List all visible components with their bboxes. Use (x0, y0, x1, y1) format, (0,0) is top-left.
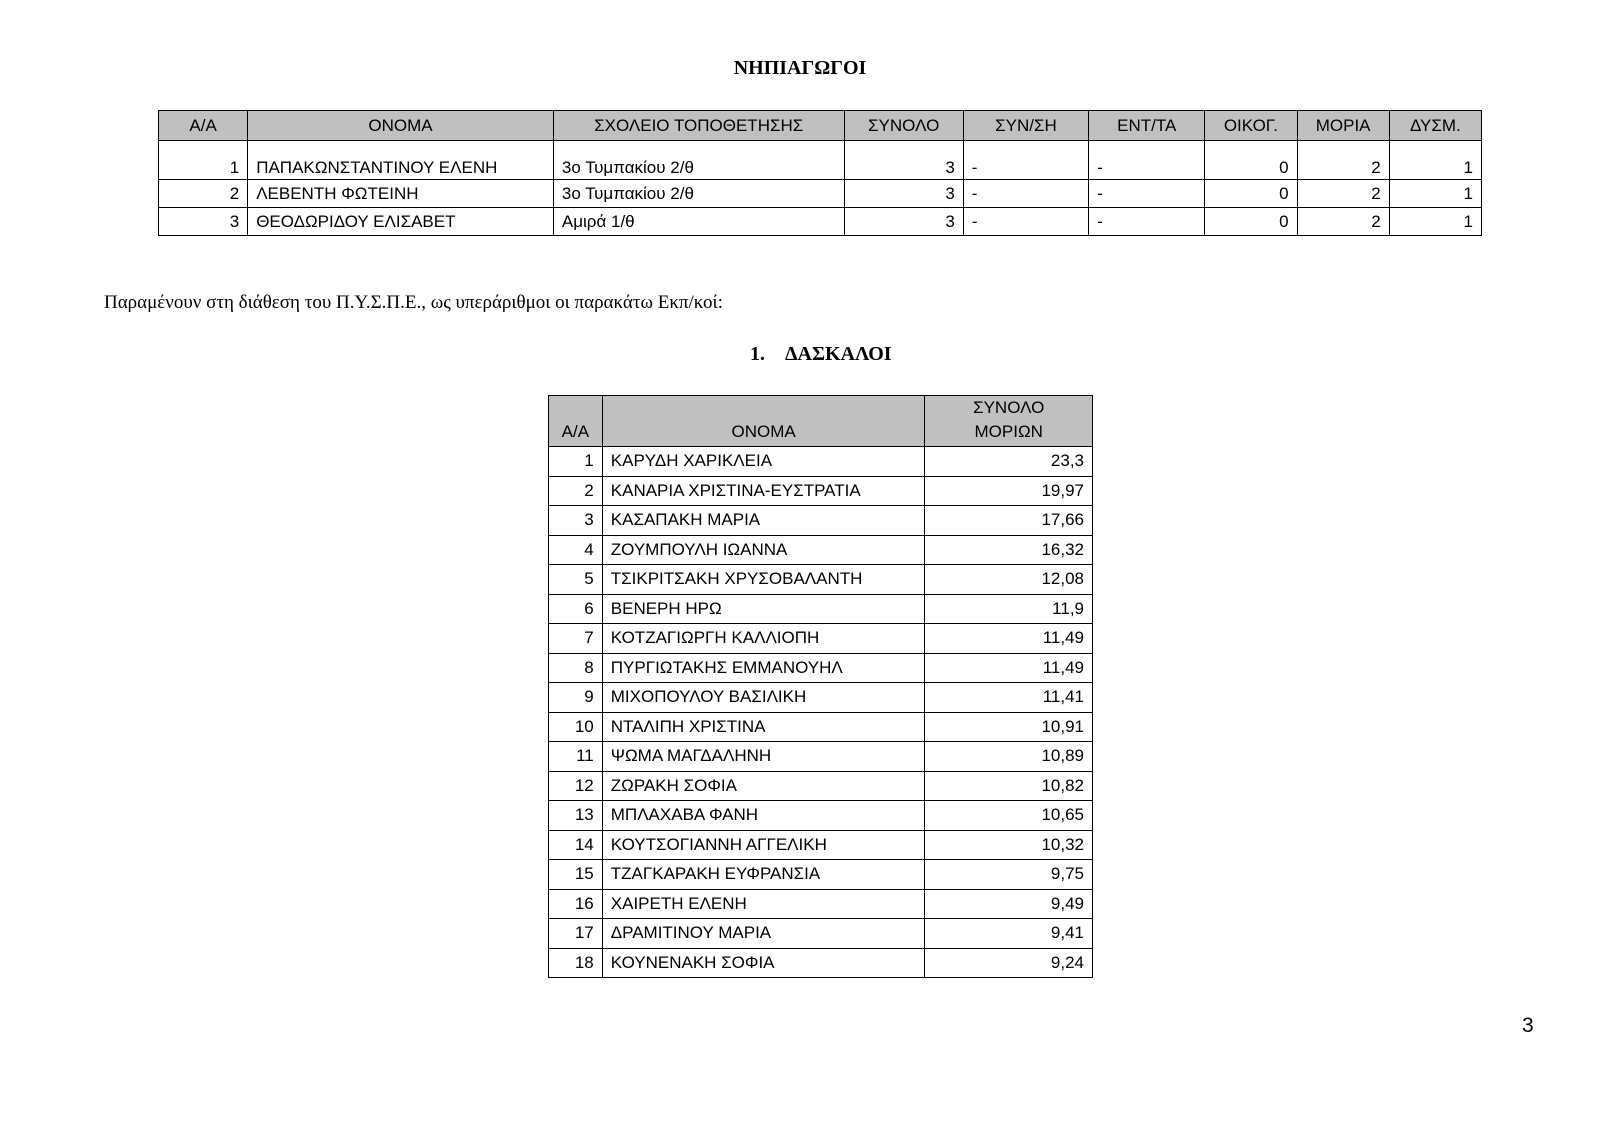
table-row (549, 653, 1093, 683)
header-syn: ΣΥΝ/ΣΗ (963, 111, 1088, 141)
cell-moria: 2 (1297, 208, 1389, 236)
table-header-row (549, 396, 1093, 447)
cell-oikog: 0 (1205, 141, 1297, 180)
cell-points: 16,32 (925, 535, 1093, 565)
cell-oikog: 0 (1205, 180, 1297, 208)
cell-total: 3 (844, 208, 963, 236)
cell-name: ΚΑΝΑΡΙΑ ΧΡΙΣΤΙΝΑ-ΕΥΣΤΡΑΤΙΑ (602, 476, 925, 506)
header-school: ΣΧΟΛΕΙΟ ΤΟΠΟΘΕΤΗΣΗΣ (553, 111, 844, 141)
cell-name: ΤΖΑΓΚΑΡΑΚΗ ΕΥΦΡΑΝΣΙΑ (602, 860, 925, 890)
cell-points: 12,08 (925, 565, 1093, 595)
cell-aa: 7 (549, 624, 603, 654)
cell-points: 10,32 (925, 830, 1093, 860)
cell-name: ΤΣΙΚΡΙΤΣΑΚΗ ΧΡΥΣΟΒΑΛΑΝΤΗ (602, 565, 925, 595)
table-row (549, 948, 1093, 978)
table-row (549, 565, 1093, 595)
cell-aa: 12 (549, 771, 603, 801)
cell-aa: 14 (549, 830, 603, 860)
cell-points: 17,66 (925, 506, 1093, 536)
cell-name: ΚΑΡΥΔΗ ΧΑΡΙΚΛΕΙΑ (602, 447, 925, 477)
cell-syn: - (963, 208, 1088, 236)
cell-points: 10,82 (925, 771, 1093, 801)
cell-name: ΚΟΥΝΕΝΑΚΗ ΣΟΦΙΑ (602, 948, 925, 978)
cell-aa: 2 (159, 180, 248, 208)
table-header-row (159, 111, 1482, 141)
cell-name: ΜΠΛΑΧΑΒΑ ΦΑΝΗ (602, 801, 925, 831)
table-row (549, 447, 1093, 477)
cell-ent: - (1089, 141, 1205, 180)
cell-moria: 2 (1297, 141, 1389, 180)
cell-aa: 9 (549, 683, 603, 713)
cell-dysm: 1 (1389, 208, 1481, 236)
cell-aa: 1 (159, 141, 248, 180)
cell-name: ΝΤΑΛΙΠΗ ΧΡΙΣΤΙΝΑ (602, 712, 925, 742)
cell-name: ΠΑΠΑΚΩΝΣΤΑΝΤΙΝΟΥ ΕΛΕΝΗ (248, 141, 554, 180)
header-name: ΟΝΟΜΑ (602, 396, 925, 447)
cell-points: 9,49 (925, 889, 1093, 919)
header-name: ΟΝΟΜΑ (248, 111, 554, 141)
table-row (549, 889, 1093, 919)
cell-dysm: 1 (1389, 141, 1481, 180)
table-row (549, 860, 1093, 890)
cell-name: ΛΕΒΕΝΤΗ ΦΩΤΕΙΝΗ (248, 180, 554, 208)
table-row (159, 141, 1482, 180)
surplus-paragraph: Παραμένουν στη διάθεση του Π.Υ.Σ.Π.Ε., ως υπεράριθμοι οι παρακάτω Εκπ/κοί: (104, 292, 723, 313)
cell-name: ΘΕΟΔΩΡΙΔΟΥ ΕΛΙΣΑΒΕΤ (248, 208, 554, 236)
cell-name: ΖΩΡΑΚΗ ΣΟΦΙΑ (602, 771, 925, 801)
table-row (549, 801, 1093, 831)
cell-syn: - (963, 180, 1088, 208)
cell-aa: 2 (549, 476, 603, 506)
cell-points: 10,89 (925, 742, 1093, 772)
header-dysm: ΔΥΣΜ. (1389, 111, 1481, 141)
section-title-text: ΔΑΣΚΑΛΟΙ (785, 343, 892, 365)
cell-name: ΧΑΙΡΕΤΗ ΕΛΕΝΗ (602, 889, 925, 919)
cell-dysm: 1 (1389, 180, 1481, 208)
section-title-teachers (750, 343, 892, 366)
cell-points: 11,9 (925, 594, 1093, 624)
section-number: 1. (750, 343, 765, 365)
table-row (549, 476, 1093, 506)
table-row (549, 506, 1093, 536)
header-moria: ΜΟΡΙΑ (1297, 111, 1389, 141)
cell-aa: 8 (549, 653, 603, 683)
cell-total: 3 (844, 180, 963, 208)
table-row (549, 712, 1093, 742)
table-row (549, 535, 1093, 565)
header-ent: ΕΝΤ/ΤΑ (1089, 111, 1205, 141)
cell-points: 10,91 (925, 712, 1093, 742)
cell-ent: - (1089, 208, 1205, 236)
cell-aa: 11 (549, 742, 603, 772)
cell-aa: 18 (549, 948, 603, 978)
table-row (549, 919, 1093, 949)
cell-aa: 6 (549, 594, 603, 624)
header-aa: Α/Α (549, 396, 603, 447)
table-row (549, 624, 1093, 654)
table-row (549, 771, 1093, 801)
table-row (549, 742, 1093, 772)
cell-points: 11,49 (925, 624, 1093, 654)
teachers-table (548, 395, 1093, 978)
cell-points: 9,41 (925, 919, 1093, 949)
page-number: 3 (1522, 1014, 1534, 1037)
section-title-kindergarten: ΝΗΠΙΑΓΩΓΟΙ (733, 57, 867, 79)
cell-aa: 5 (549, 565, 603, 595)
cell-total: 3 (844, 141, 963, 180)
cell-aa: 17 (549, 919, 603, 949)
cell-syn: - (963, 141, 1088, 180)
cell-points: 19,97 (925, 476, 1093, 506)
cell-points: 23,3 (925, 447, 1093, 477)
cell-name: ΚΑΣΑΠΑΚΗ ΜΑΡΙΑ (602, 506, 925, 536)
cell-name: ΚΟΤΖΑΓΙΩΡΓΗ ΚΑΛΛΙΟΠΗ (602, 624, 925, 654)
cell-aa: 4 (549, 535, 603, 565)
cell-name: ΠΥΡΓΙΩΤΑΚΗΣ ΕΜΜΑΝΟΥΗΛ (602, 653, 925, 683)
cell-school: Αμιρά 1/θ (553, 208, 844, 236)
cell-points: 11,49 (925, 653, 1093, 683)
cell-points: 9,24 (925, 948, 1093, 978)
cell-name: ΖΟΥΜΠΟΥΛΗ ΙΩΑΝΝΑ (602, 535, 925, 565)
cell-oikog: 0 (1205, 208, 1297, 236)
header-total: ΣΥΝΟΛΟ (844, 111, 963, 141)
header-total-line1: ΣΥΝΟΛΟ (973, 398, 1045, 417)
header-aa: Α/Α (159, 111, 248, 141)
cell-aa: 1 (549, 447, 603, 477)
cell-school: 3ο Τυμπακίου 2/θ (553, 141, 844, 180)
cell-aa: 13 (549, 801, 603, 831)
cell-name: ΔΡΑΜΙΤΙΝΟΥ ΜΑΡΙΑ (602, 919, 925, 949)
header-total-line2: ΜΟΡΙΩΝ (974, 422, 1043, 441)
cell-aa: 3 (549, 506, 603, 536)
kindergarten-table (158, 110, 1482, 236)
cell-ent: - (1089, 180, 1205, 208)
cell-points: 11,41 (925, 683, 1093, 713)
cell-aa: 3 (159, 208, 248, 236)
cell-points: 9,75 (925, 860, 1093, 890)
cell-school: 3ο Τυμπακίου 2/θ (553, 180, 844, 208)
cell-moria: 2 (1297, 180, 1389, 208)
table-row (159, 208, 1482, 236)
cell-name: ΒΕΝΕΡΗ ΗΡΩ (602, 594, 925, 624)
table-row (549, 683, 1093, 713)
cell-aa: 16 (549, 889, 603, 919)
cell-name: ΜΙΧΟΠΟΥΛΟΥ ΒΑΣΙΛΙΚΗ (602, 683, 925, 713)
cell-name: ΚΟΥΤΣΟΓΙΑΝΝΗ ΑΓΓΕΛΙΚΗ (602, 830, 925, 860)
header-oikog: ΟΙΚΟΓ. (1205, 111, 1297, 141)
header-total-points (925, 396, 1093, 447)
table-row (549, 594, 1093, 624)
cell-aa: 10 (549, 712, 603, 742)
cell-points: 10,65 (925, 801, 1093, 831)
table-row (549, 830, 1093, 860)
table-row (159, 180, 1482, 208)
cell-aa: 15 (549, 860, 603, 890)
cell-name: ΨΩΜΑ ΜΑΓΔΑΛΗΝΗ (602, 742, 925, 772)
